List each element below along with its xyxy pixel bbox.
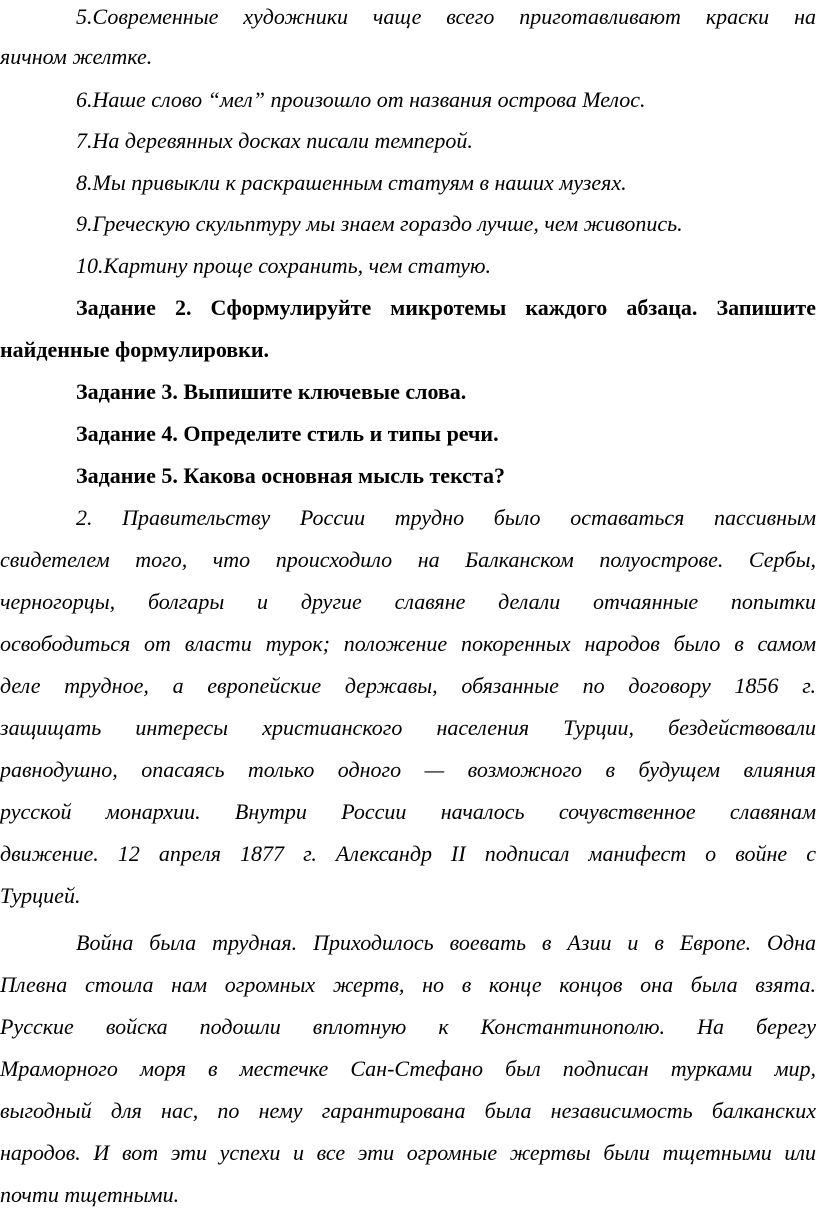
text2-p1-line-10: Турцией. [0,883,81,908]
text2-p2-line-7: почти тщетными. [0,1182,180,1207]
task-3: Задание 3. Выпишите ключевые слова. [76,379,467,404]
text2-p1-line-1: 2. Правительству России трудно было оставаться пассивным [76,505,816,530]
task-2-line-2: найденные формулировки. [0,337,270,362]
text2-p1-line-3: черногорцы, болгары и другие славяне делали отчаянные попытки [0,589,816,614]
text2-p1-line-9: движение. 12 апреля 1877 г. Александр II подписал манифест о войне с [0,841,816,866]
text2-p2-line-3: Русские войска подошли вплотную к Константинополю. На берегу [0,1014,816,1039]
statement-10: 10.Картину проще сохранить, чем статую. [76,253,491,278]
statement-6: 6.Наше слово “мел” произошло от названия острова Мелос. [76,87,646,112]
statement-7: 7.На деревянных досках писали темперой. [76,128,473,153]
statement-9: 9.Греческую скульптуру мы знаем гораздо лучше, чем живопись. [76,211,683,236]
statement-5-line-2: яичном желтке. [0,44,153,69]
task-2-line-1: Задание 2. Сформулируйте микротемы каждого абзаца. Запишите [76,295,816,320]
text2-p2-line-6: народов. И вот эти успехи и все эти огромные жертвы были тщетными или [0,1140,816,1165]
text2-p1-line-2: свидетелем того, что происходило на Балканском полуострове. Сербы, [0,547,816,572]
text2-p1-line-4: освободиться от власти турок; положение покоренных народов было в самом [0,631,816,656]
task-4: Задание 4. Определите стиль и типы речи. [76,421,499,446]
statement-8: 8.Мы привыкли к раскрашенным статуям в наших музеях. [76,170,627,195]
text2-p1-line-5: деле трудное, а европейские державы, обязанные по договору 1856 г. [0,673,816,698]
text2-p1-line-6: защищать интересы христианского населения Турции, бездействовали [0,715,816,740]
text2-p1-line-8: русской монархии. Внутри России началось сочувственное славянам [0,799,816,824]
text2-p2-line-2: Плевна стоила нам огромных жертв, но в конце концов она была взята. [0,972,816,997]
statement-5-line-1: 5.Современные художники чаще всего приготавливают краски на [76,4,816,29]
text2-p2-line-1: Война была трудная. Приходилось воевать в Азии и в Европе. Одна [76,930,816,955]
task-5: Задание 5. Какова основная мысль текста? [76,463,506,488]
text2-p2-line-4: Мраморного моря в местечке Сан-Стефано был подписан турками мир, [0,1056,816,1081]
text2-p1-line-7: равнодушно, опасаясь только одного — возможного в будущем влияния [0,757,816,782]
text2-p2-line-5: выгодный для нас, по нему гарантирована была независимость балканских [0,1098,816,1123]
